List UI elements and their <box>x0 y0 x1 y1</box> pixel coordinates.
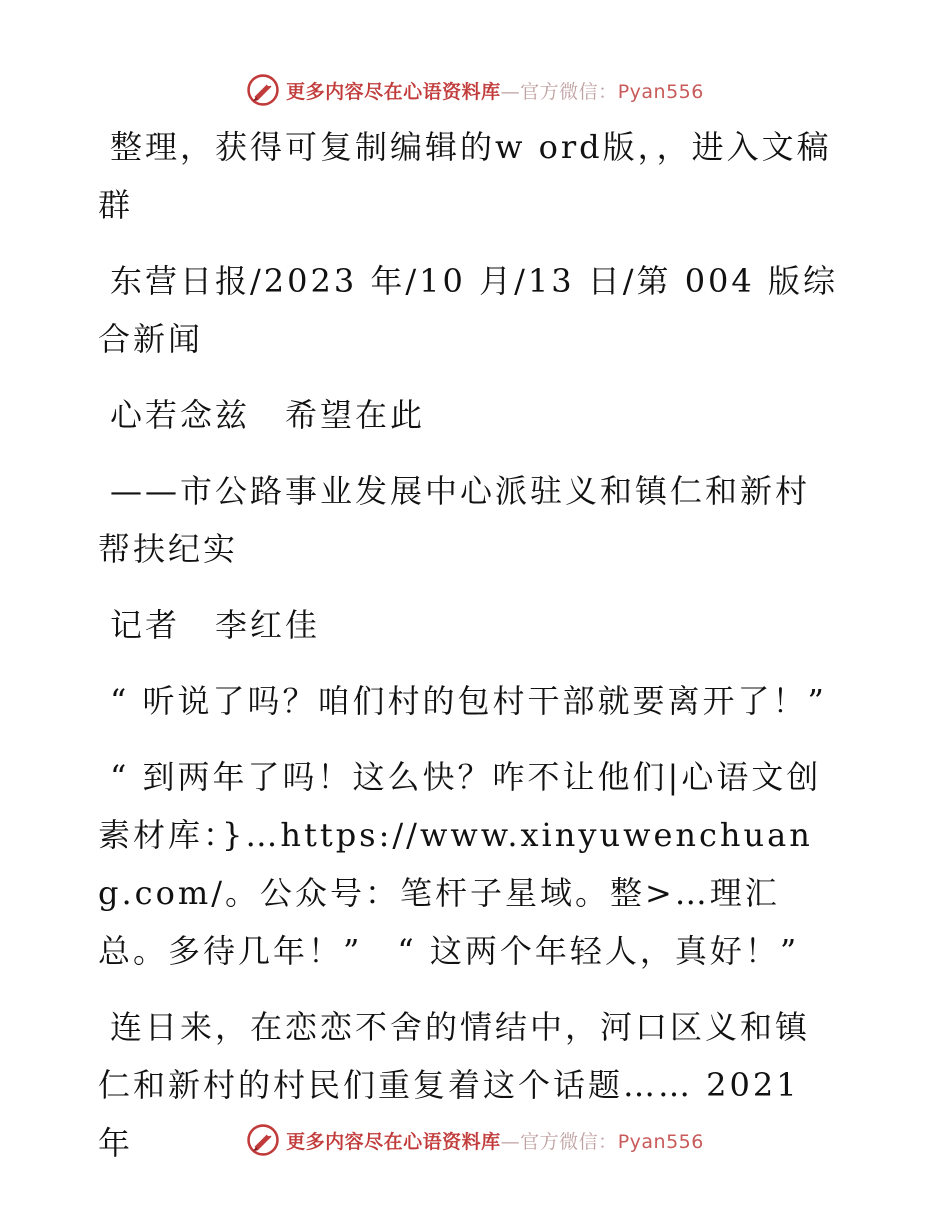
article-byline: 记者 李红佳 <box>110 606 321 644</box>
header-watermark-banner <box>0 70 950 110</box>
paragraph-source: 东营日报/2023 年/10 月/13 日/第 004 版综合新闻 <box>98 262 838 358</box>
paragraph-dialogue-2: “ 到两年了吗！这么快？咋不让他们|心语文创素材库：}…https://www.xinyuwenchuang.com/。公众号：笔杆子星域。整>…理汇总。多待几年！” “ 这两个年轻人，真好！” <box>98 758 822 970</box>
pen-logo-icon <box>246 1123 280 1157</box>
watermark-text: 更多内容尽在心语资料库—官方微信：Pyan556 <box>286 80 704 103</box>
paragraph-dialogue-1: “ 听说了吗？咱们村的包村干部就要离开了！” <box>110 682 827 720</box>
watermark-text: 更多内容尽在心语资料库—官方微信：Pyan556 <box>286 1130 704 1153</box>
article-title: 心若念兹 希望在此 <box>110 396 426 434</box>
footer-watermark-banner <box>0 1120 950 1160</box>
paragraph-intro: 整理，获得可复制编辑的w ord版，，进入文稿群 <box>98 128 832 224</box>
paragraph-body: 连日来，在恋恋不舍的情结中，河口区义和镇仁和新村的村民们重复着这个话题…… 2021 年 <box>98 1008 811 1162</box>
document-body <box>98 118 838 1190</box>
pen-logo-icon <box>246 73 280 107</box>
article-subtitle: ——市公路事业发展中心派驻义和镇仁和新村帮扶纪实 <box>98 472 811 568</box>
